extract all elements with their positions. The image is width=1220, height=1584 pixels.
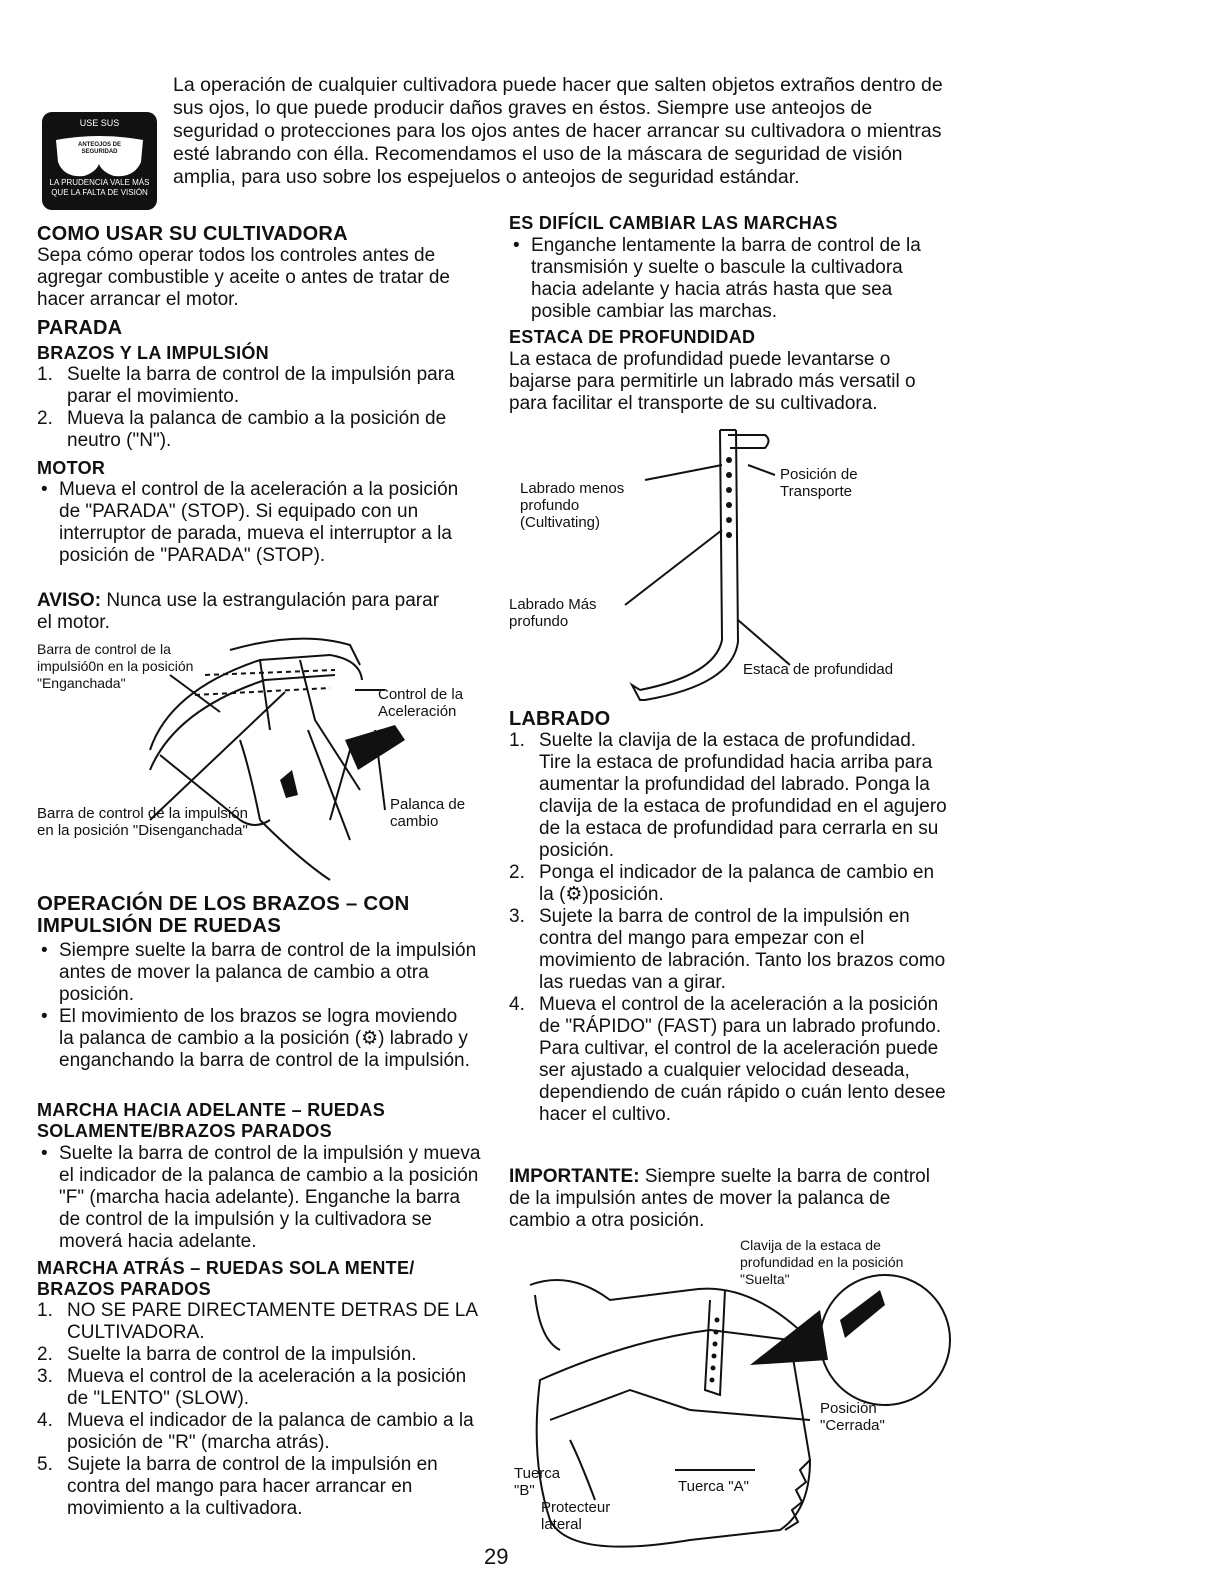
- adelante-list: [37, 1143, 482, 1253]
- tine-shield-illustration: [510, 1260, 950, 1560]
- fig2-menos-label: Labrado menos profundo (Cultivating): [520, 480, 625, 531]
- parada-title: PARADA: [37, 317, 123, 339]
- atras-title: MARCHA ATRÁS – RUEDAS SOLA MENTE/ BRAZOS PARADOS: [37, 1258, 415, 1299]
- depth-stake-illustration: [500, 420, 960, 700]
- list-item: 1. Suelte la barra de control de la impulsión para parar el movimiento.: [37, 364, 455, 407]
- fig2-estaca-label: Estaca de profundidad: [743, 661, 894, 678]
- como-usar-title: COMO USAR SU CULTIVADORA: [37, 223, 348, 245]
- fig2-transporte-label: Posición de Transporte: [780, 466, 858, 500]
- como-usar-text: Sepa cómo operar todos los controles antes de agregar combustible y aceite o antes de tratar de hacer arrancar el motor.: [37, 245, 450, 310]
- list-item: 2. Mueva la palanca de cambio a la posición de neutro ("N").: [37, 408, 447, 451]
- atras-list: [37, 1300, 477, 1520]
- estaca-title: ESTACA DE PROFUNDIDAD: [509, 327, 756, 347]
- list-item: • Siempre suelte la barra de control de la impulsión antes de mover la palanca de cambio a otra posición.: [41, 940, 477, 1005]
- dificil-list: [509, 235, 949, 323]
- motor-title: MOTOR: [37, 458, 106, 478]
- fig3-clavija-label: Clavija de la estaca de profundidad en la posición "Suelta": [740, 1237, 904, 1287]
- aviso-label: AVISO:: [37, 590, 102, 611]
- page-number: 29: [484, 1544, 509, 1569]
- fig3-cerrada-label: Posición "Cerrada": [820, 1400, 885, 1434]
- badge-bottom-text: LA PRUDENCIA VALE MÁS QUE LA FALTA DE VISIÓN: [49, 178, 150, 197]
- brazos-list: [37, 364, 467, 452]
- dificil-title: ES DIFÍCIL CAMBIAR LAS MARCHAS: [509, 213, 838, 233]
- list-item: • Suelte la barra de control de la impulsión y mueva el indicador de la palanca de cambio a la posición "F" (marcha hacia adelante). Enganche la barra de control de la impulsión y la cultivadora se moverá hacia adelante.: [41, 1143, 481, 1252]
- importante-label: IMPORTANTE:: [509, 1166, 640, 1187]
- list-item: 4. Mueva el indicador de la palanca de cambio a la posición de "R" (marcha atrás).: [37, 1410, 474, 1453]
- fig1-disengaged-label: Barra de control de la impulsión en la posición "Disenganchada": [37, 805, 248, 839]
- operacion-title: OPERACIÓN DE LOS BRAZOS – CON IMPULSIÓN DE RUEDAS: [37, 892, 410, 937]
- list-item: 3. Mueva el control de la aceleración a la posición de "LENTO" (SLOW).: [37, 1366, 467, 1409]
- list-item: 3. Sujete la barra de control de la impulsión en contra del mango para empezar con el movimiento de labración. Tanto los brazos como las ruedas van a girar.: [509, 906, 946, 993]
- estaca-text: La estaca de profundidad puede levantarse o bajarse para permitirle un labrado más versatil o para facilitar el transporte de su cultivadora.: [509, 349, 916, 414]
- list-item: • Mueva el control de la aceleración a la posición de "PARADA" (STOP). Si equipado con un interruptor de parada, mueva el interruptor a la posición de "PARADA" (STOP).: [41, 479, 459, 566]
- fig1-engaged-label: Barra de control de la impulsió0n en la posición "Enganchada": [37, 641, 194, 691]
- badge-top-text: USE SUS: [79, 118, 120, 128]
- list-item: 1. Suelte la clavija de la estaca de profundidad. Tire la estaca de profundidad hacia arriba para aumentar la profundidad del labrado. Ponga la clavija de la estaca de profundidad en el agujero de la estaca de profundidad para cerrarla en su posición.: [509, 730, 947, 861]
- importante-note: [509, 1166, 949, 1232]
- operacion-list: [37, 940, 477, 1072]
- aviso-text: Nunca use la estrangulación para parar el motor.: [37, 590, 440, 633]
- list-item: • Enganche lentamente la barra de control de la transmisión y suelte o bascule la cultivadora hacia adelante y hacia atrás hasta que sea posible cambiar las marchas.: [513, 235, 921, 322]
- list-item: 2. Ponga el indicador de la palanca de cambio en la (⚙)posición.: [509, 862, 935, 905]
- labrado-list: [509, 730, 949, 1126]
- list-item: 5. Sujete la barra de control de la impulsión en contra del mango para hacer arrancar en movimiento a la cultivadora.: [37, 1454, 438, 1519]
- list-item: 1. NO SE PARE DIRECTAMENTE DETRAS DE LA CULTIVADORA.: [37, 1300, 477, 1343]
- fig3-protecteur-label: Protecteur lateral: [541, 1499, 611, 1533]
- fig3-tuerca-a-label: Tuerca "A": [678, 1478, 749, 1495]
- list-item: • El movimiento de los brazos se logra moviendo la palanca de cambio a la posición (⚙) labrado y enganchando la barra de control de la impulsión.: [41, 1006, 470, 1071]
- labrado-title: LABRADO: [509, 708, 611, 730]
- importante-text: Siempre suelte la barra de control de la impulsión antes de mover la palanca de cambio a otra posición.: [509, 1166, 930, 1231]
- badge-mid-text: ANTEOJOS DE SEGURIDAD: [77, 142, 121, 155]
- fig2-mas-label: Labrado Más profundo: [509, 596, 597, 630]
- adelante-title: MARCHA HACIA ADELANTE – RUEDAS SOLAMENTE/BRAZOS PARADOS: [37, 1100, 386, 1141]
- fig1-shift-label: Palanca de cambio: [390, 796, 466, 830]
- handlebar-illustration: [0, 620, 480, 880]
- safety-glasses-badge: [42, 112, 157, 210]
- fig1-throttle-label: Control de la Aceleración: [378, 686, 464, 720]
- list-item: 4. Mueva el control de la aceleración a la posición de "RÁPIDO" (FAST) para un labrado profundo. Para cultivar, el control de la aceleración puede ser ajustado a cualquier velocidad deseada, dependiendo de cuán rápido o cuán lento desee hacer el cultivo.: [509, 994, 946, 1125]
- list-item: 2. Suelte la barra de control de la impulsión.: [37, 1344, 417, 1365]
- fig3-tuerca-b-label: Tuerca "B": [514, 1465, 561, 1499]
- motor-list: [37, 479, 467, 567]
- safety-warning-text: La operación de cualquier cultivadora puede hacer que salten objetos extraños dentro de sus ojos, lo que puede producir daños graves en éstos. Siempre use anteojos de seguridad o protecciones para los ojos antes de hacer arrancar su cultivadora o mientras esté labrando con élla. Recomendamos el uso de la máscara de seguridad de visión amplia, para uso sobre los espejuelos o anteojos de seguridad estándar.: [173, 74, 943, 188]
- brazos-impulsion-title: BRAZOS Y LA IMPULSIÓN: [37, 343, 269, 363]
